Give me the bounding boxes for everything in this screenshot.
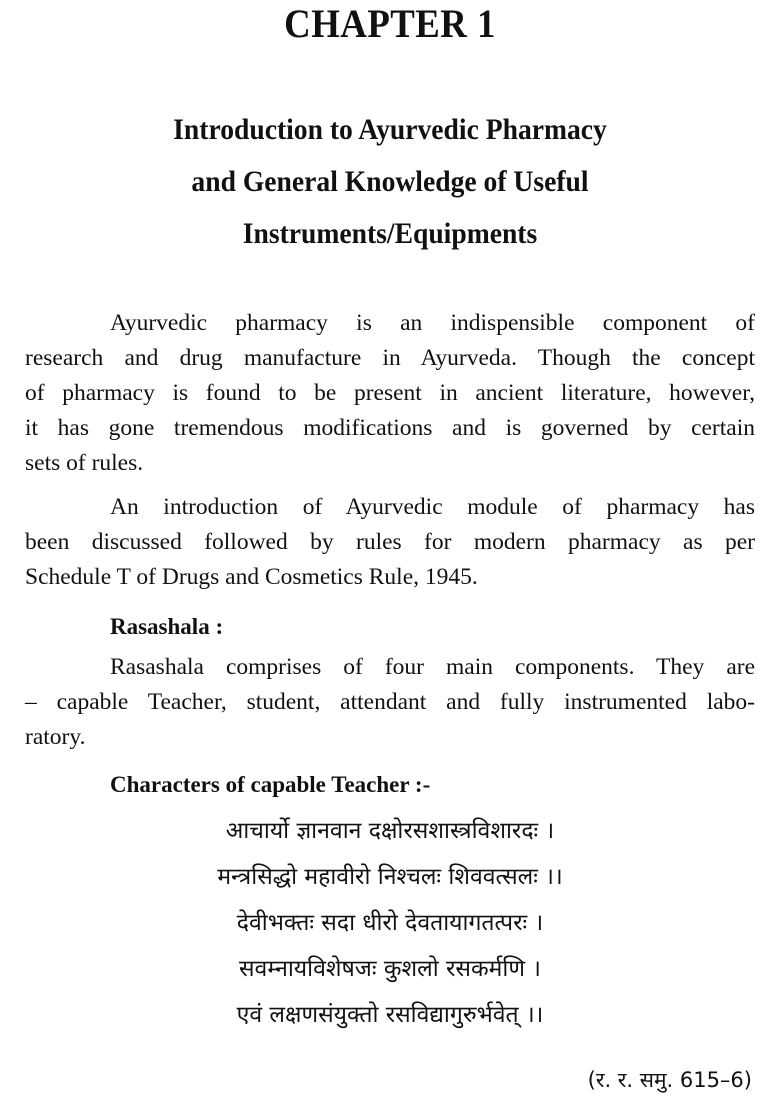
text-line: it has gone tremendous modifications and is governed by certain bbox=[25, 415, 755, 441]
chapter-title bbox=[31, 104, 749, 260]
paragraph-module bbox=[25, 490, 755, 595]
chapter-heading: CHAPTER 1 bbox=[284, 1, 496, 46]
text-line: An introduction of Ayurvedic module of pharmacy has bbox=[110, 494, 755, 520]
text-line: ratory. bbox=[25, 724, 86, 750]
title-line: and General Knowledge of Useful bbox=[191, 165, 589, 198]
text-line: – capable Teacher, student, attendant and fully instrumented labo- bbox=[25, 689, 755, 715]
verse-line: देवीभक्तः सदा धीरो देवतायागतत्परः । bbox=[236, 910, 544, 936]
text-line: Schedule T of Drugs and Cosmetics Rule, 1945. bbox=[25, 564, 478, 590]
heading-rasashala: Rasashala : bbox=[110, 614, 224, 639]
text-line: research and drug manufacture in Ayurveda. Though the concept bbox=[25, 345, 755, 371]
text-line: sets of rules. bbox=[25, 450, 144, 476]
text-line: Ayurvedic pharmacy is an indispensible component of bbox=[110, 310, 755, 336]
title-line: Introduction to Ayurvedic Pharmacy bbox=[173, 113, 607, 146]
verse-line: एवं लक्षणसंयुक्तो रसविद्यागुरुर्भवेत् ।। bbox=[236, 1002, 544, 1028]
title-line: Instruments/Equipments bbox=[242, 217, 538, 250]
text-line: Rasashala comprises of four main components. They are bbox=[110, 654, 755, 680]
verse-reference: (र. र. समु. 615–6) bbox=[587, 1068, 752, 1092]
text-line: been discussed followed by rules for modern pharmacy as per bbox=[25, 529, 755, 555]
sanskrit-verse bbox=[0, 808, 780, 1038]
verse-line: सवम्नायविशेषजः कुशलो रसकर्मणि । bbox=[238, 956, 541, 982]
paragraph-intro bbox=[25, 306, 755, 481]
verse-line: मन्त्रसिद्धो महावीरो निश्चलः शिववत्सलः ।। bbox=[217, 864, 563, 890]
paragraph-rasashala bbox=[25, 650, 755, 755]
heading-teacher: Characters of capable Teacher :- bbox=[110, 772, 431, 797]
verse-line: आचार्यो ज्ञानवान दक्षोरसशास्त्रविशारदः । bbox=[225, 818, 555, 844]
text-line: of pharmacy is found to be present in ancient literature, however, bbox=[25, 380, 755, 406]
